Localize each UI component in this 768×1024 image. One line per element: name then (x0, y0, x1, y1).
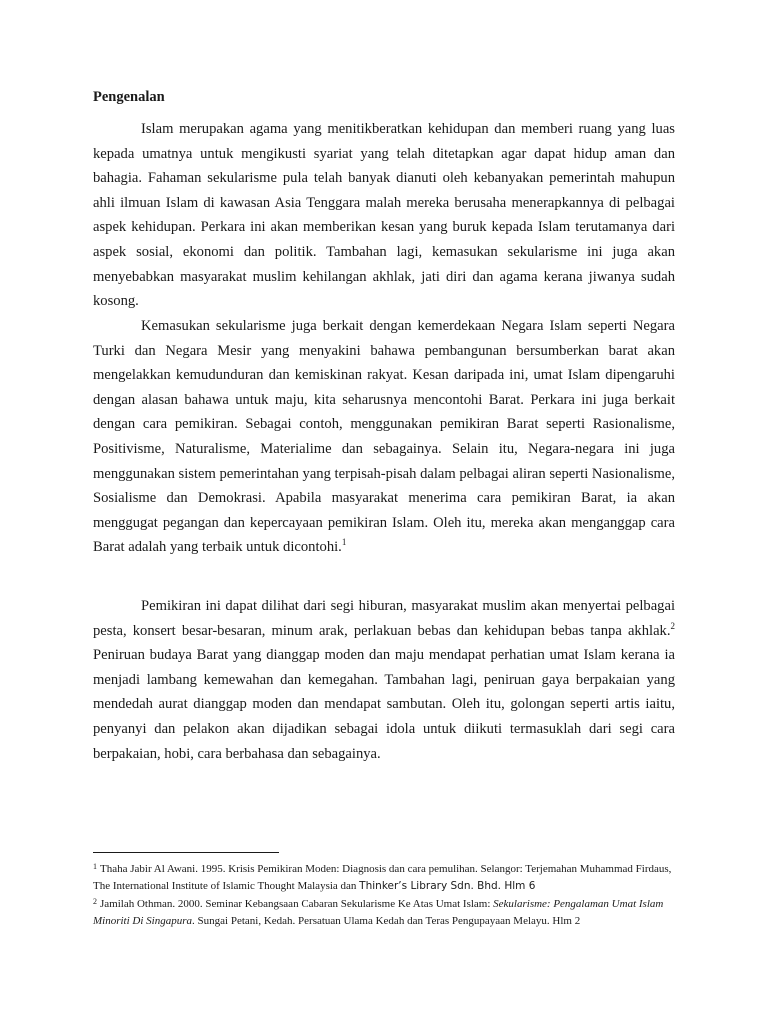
paragraph-2-text: Kemasukan sekularisme juga berkait dengan kemerdekaan Negara Islam seperti Negara Turki dan Negara Mesir yang menyakini bahawa pembangunan bersumberkan barat akan mengelakkan kemudunduran dan kemiskinan rakyat. Kesan daripada ini, umat Islam dipengaruhi dengan alasan bahawa untuk maju, kita seharusnya mencontohi Barat. Perkara ini juga berkait dengan cara pemikiran. Sebagai contoh, menggunakan pemikiran Barat seperti Rasionalisme, Positivisme, Naturalisme, Materialime dan sebagainya. Selain itu, Negara-negara ini juga menggunakan sistem pemerintahan yang terpisah-pisah dalam pelbagai aliran seperti Nasionalisme, Sosialisme dan Demokrasi. Apabila masyarakat menerima cara pemikiran Barat, ia akan menggugat pegangan dan kepercayaan pemikiran Islam. Oleh itu, mereka akan menganggap cara Barat adalah yang terbaik untuk dicontohi. (93, 318, 675, 556)
footnote-2-text-a: Jamilah Othman. 2000. Seminar Kebangsaan Cabaran Sekularisme Ke Atas Umat Islam: (100, 898, 494, 910)
section-heading: Pengenalan (93, 89, 165, 105)
paragraph-1 (93, 117, 675, 314)
footnote-1 (93, 861, 677, 895)
footnote-1-publisher: Thinker’s Library Sdn. Bhd. Hlm 6 (359, 880, 536, 892)
footnote-2-text-b: . Sungai Petani, Kedah. Persatuan Ulama Kedah dan Teras Pengupayaan Melayu. Hlm 2 (192, 915, 581, 927)
footnote-1-mark: 1 (93, 862, 97, 871)
paragraph-3-text-a: Pemikiran ini dapat dilihat dari segi hiburan, masyarakat muslim akan menyertai pelbagai pesta, konsert besar-besaran, minum arak, perlakuan bebas dan kehidupan bebas tanpa akhlak. (93, 598, 675, 639)
paragraph-2 (93, 314, 675, 560)
footnote-ref-2[interactable]: 2 (670, 620, 675, 631)
paragraph-3-text-b: Peniruan budaya Barat yang dianggap moden dan maju mendapat perhatian umat Islam kerana ia menjadi lambang kemewahan dan kemegahan. Tambahan lagi, peniruan gaya berpakaian yang mendedah aurat dianggap moden dan mendapat sambutan. Oleh itu, golongan seperti artis iaitu, penyanyi dan pelakon akan dijadikan sebagai idola untuk diikuti termasuklah dari segi cara berpakaian, hobi, cara berbahasa dan sebagainya. (93, 647, 675, 762)
footnote-ref-1[interactable]: 1 (341, 537, 347, 548)
footnote-2 (93, 896, 677, 930)
paragraph-3 (93, 594, 675, 766)
paragraph-1-text: Islam merupakan agama yang menitikberatkan kehidupan dan memberi ruang yang luas kepada umatnya untuk mengikusti syariat yang telah ditetapkan agar dapat hidup aman dan bahagia. Fahaman sekularisme pula telah banyak dianuti oleh kebanyakan pemerintah mahupun ahli ilmuan Islam di kawasan Asia Tenggara malah mereka berusaha menerapkannya di pelbagai aspek kehidupan. Perkara ini akan memberikan kesan yang buruk kepada Islam terutamanya dari aspek sosial, ekonomi dan politik. Tambahan lagi, kemasukan sekularisme ini juga akan menyebabkan masyarakat muslim kehilangan akhlak, jati diri dan agama kerana jiwanya sudah kosong. (93, 121, 675, 310)
footnote-1-text: Thaha Jabir Al Awani. 1995. Krisis Pemikiran Moden: Diagnosis dan cara pemulihan. Selangor: Terjemahan Muhammad Firdaus, The International Institute of Islamic Thought Malaysia dan (93, 863, 672, 892)
footnote-divider (93, 852, 279, 853)
footnote-2-title: Sekularisme: Pengalaman Umat Islam Minoriti Di Singapura (93, 898, 664, 927)
footnote-2-mark: 2 (93, 897, 97, 906)
